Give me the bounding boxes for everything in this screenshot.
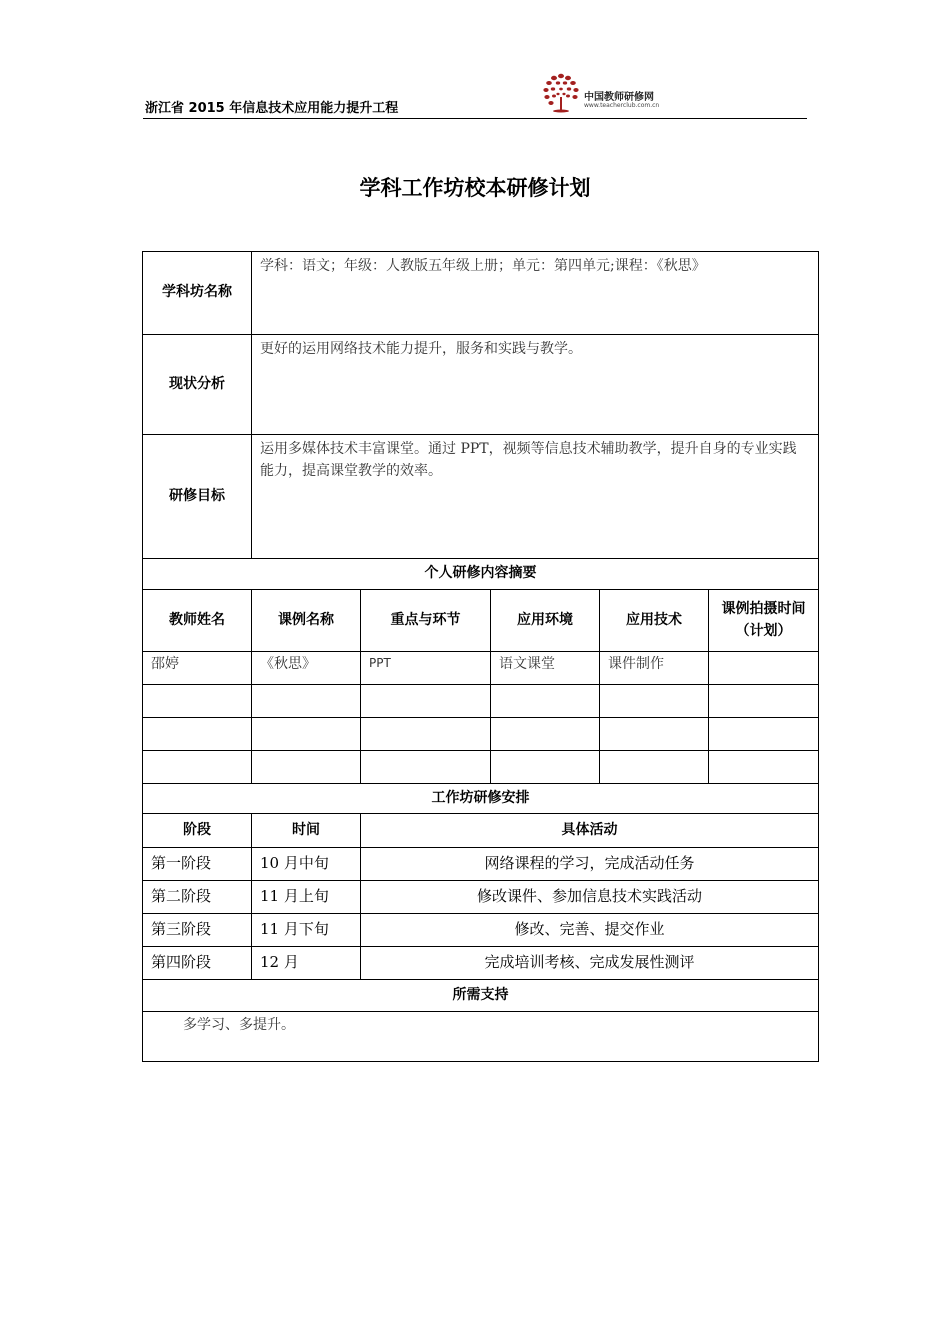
col-activity: 具体活动 xyxy=(361,814,819,848)
activity: 完成培训考核、完成发展性测评 xyxy=(361,947,819,980)
logo-flower-icon xyxy=(538,70,584,116)
col-teacher-name: 教师姓名 xyxy=(143,590,252,652)
schedule-header-row xyxy=(143,814,819,848)
goal-value: 运用多媒体技术丰富课堂。通过 PPT，视频等信息技术辅助教学，提升自身的专业实践能力，提高课堂教学的效率。 xyxy=(252,435,819,559)
page-title: 学科工作坊校本研修计划 xyxy=(359,176,591,200)
lesson-name: 《秋思》 xyxy=(252,652,361,685)
shoot-time xyxy=(709,751,819,784)
status-row xyxy=(143,335,819,435)
time: 10 月中旬 xyxy=(252,848,361,881)
support-value: 多学习、多提升。 xyxy=(143,1012,819,1062)
name-row xyxy=(143,252,819,335)
personal-row xyxy=(143,718,819,751)
personal-section-row xyxy=(143,559,819,590)
support-section-title: 所需支持 xyxy=(143,980,819,1012)
teacher-name: 邵婷 xyxy=(143,652,252,685)
program-title: 浙江省 2015 年信息技术应用能力提升工程 xyxy=(145,101,399,116)
lesson-name xyxy=(252,685,361,718)
technology xyxy=(600,685,709,718)
status-value: 更好的运用网络技术能力提升，服务和实践与教学。 xyxy=(252,335,819,435)
time: 11 月上旬 xyxy=(252,881,361,914)
logo-name: 中国教师研修网 xyxy=(584,92,654,103)
lesson-name xyxy=(252,751,361,784)
col-environment: 应用环境 xyxy=(491,590,600,652)
shoot-time xyxy=(709,718,819,751)
environment: 语文课堂 xyxy=(491,652,600,685)
teacher-name xyxy=(143,718,252,751)
logo xyxy=(538,70,688,116)
stage: 第四阶段 xyxy=(143,947,252,980)
personal-row xyxy=(143,652,819,685)
shoot-time xyxy=(709,652,819,685)
col-stage: 阶段 xyxy=(143,814,252,848)
name-value: 学科：语文；年级：人教版五年级上册；单元：第四单元;课程：《秋思》 xyxy=(252,252,819,335)
focus: PPT xyxy=(361,652,491,685)
personal-row xyxy=(143,685,819,718)
col-time: 时间 xyxy=(252,814,361,848)
time: 11 月下旬 xyxy=(252,914,361,947)
shoot-time xyxy=(709,685,819,718)
activity: 网络课程的学习，完成活动任务 xyxy=(361,848,819,881)
environment xyxy=(491,685,600,718)
time: 12 月 xyxy=(252,947,361,980)
name-label: 学科坊名称 xyxy=(143,252,252,335)
technology xyxy=(600,718,709,751)
page-header xyxy=(143,70,807,119)
environment xyxy=(491,751,600,784)
logo-url: www.teacherclub.com.cn xyxy=(584,102,660,109)
stage: 第二阶段 xyxy=(143,881,252,914)
stage: 第一阶段 xyxy=(143,848,252,881)
focus xyxy=(361,685,491,718)
goal-label: 研修目标 xyxy=(143,435,252,559)
schedule-row xyxy=(143,914,819,947)
schedule-row xyxy=(143,848,819,881)
col-lesson-name: 课例名称 xyxy=(252,590,361,652)
technology xyxy=(600,751,709,784)
support-row xyxy=(143,1012,819,1062)
col-shoot-time: 课例拍摄时间（计划） xyxy=(709,590,819,652)
activity: 修改、完善、提交作业 xyxy=(361,914,819,947)
schedule-section-title: 工作坊研修安排 xyxy=(143,784,819,814)
status-label: 现状分析 xyxy=(143,335,252,435)
stage: 第三阶段 xyxy=(143,914,252,947)
technology: 课件制作 xyxy=(600,652,709,685)
schedule-row xyxy=(143,881,819,914)
personal-row xyxy=(143,751,819,784)
lesson-name xyxy=(252,718,361,751)
goal-row xyxy=(143,435,819,559)
focus xyxy=(361,718,491,751)
col-technology: 应用技术 xyxy=(600,590,709,652)
plan-table xyxy=(142,251,819,1062)
activity: 修改课件、参加信息技术实践活动 xyxy=(361,881,819,914)
personal-section-title: 个人研修内容摘要 xyxy=(143,559,819,590)
teacher-name xyxy=(143,685,252,718)
focus xyxy=(361,751,491,784)
personal-header-row xyxy=(143,590,819,652)
support-section-row xyxy=(143,980,819,1012)
col-focus: 重点与环节 xyxy=(361,590,491,652)
schedule-row xyxy=(143,947,819,980)
teacher-name xyxy=(143,751,252,784)
schedule-section-row xyxy=(143,784,819,814)
environment xyxy=(491,718,600,751)
